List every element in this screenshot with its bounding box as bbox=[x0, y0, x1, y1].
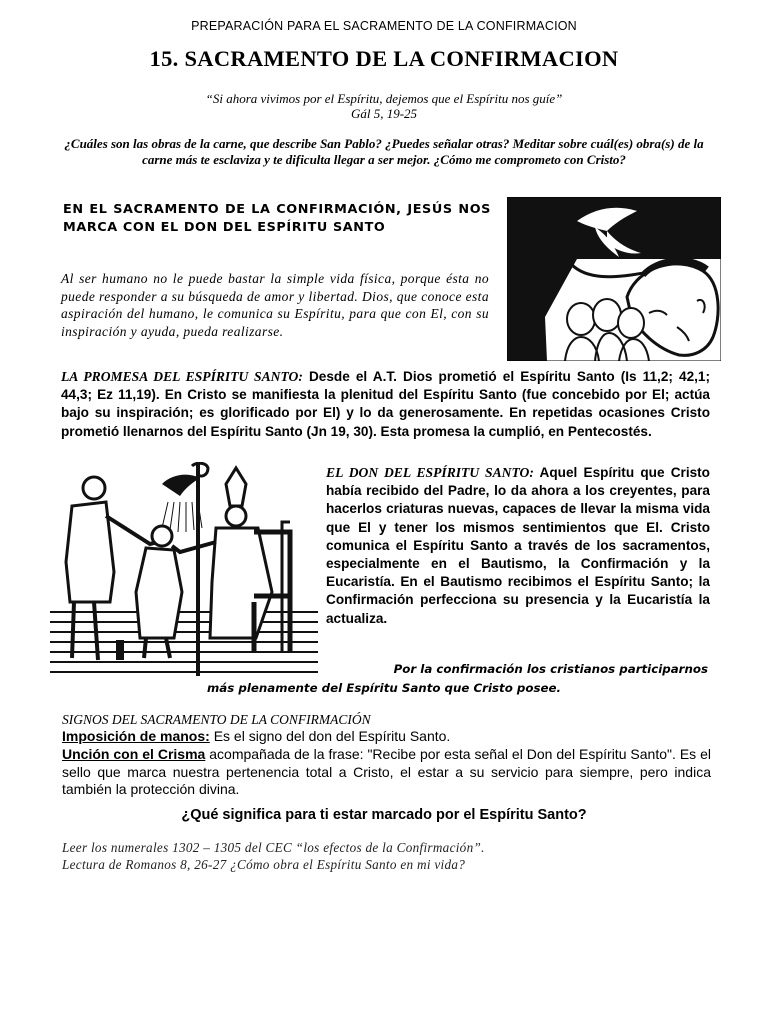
gift-text: Aquel Espíritu que Cristo había recibido del Padre, lo da ahora a los creyentes, para hacerlos criaturas nuevas, capaces de llevar la misma vida que El y tener los mismos sentimientos que El. Cristo comunica el Espíritu Santo a través de los sacramentos, especialmente en el Bautismo, la Confirmación y la Eucaristía. En el Bautismo recibimos el Espíritu Santo; la Confirmación perfecciona su presencia y la Eucaristía la actualiza. bbox=[326, 465, 710, 626]
closing-question: ¿Qué significa para ti estar marcado por el Espíritu Santo? bbox=[181, 807, 587, 823]
page-header: PREPARACIÓN PARA EL SACRAMENTO DE LA CONFIRMACION bbox=[191, 19, 577, 33]
confirmation-statement-line2: más plenamente del Espíritu Santo que Cristo posee. bbox=[207, 681, 561, 695]
reflection-questions: ¿Cuáles son las obras de la carne, que describe San Pablo? ¿Puedes señalar otras? Meditar sobre cuál(es) obra(s) de la carne más te esclaviza y te dificulta llegar a ser mejor. ¿Cómo me comprometo con Cristo? bbox=[64, 136, 704, 167]
epigraph bbox=[0, 91, 768, 121]
promise-label: LA PROMESA DEL ESPÍRITU SANTO: bbox=[61, 369, 303, 384]
section-heading-marca: EN EL SACRAMENTO DE LA CONFIRMACIÓN, JESÚS NOS MARCA CON EL DON DEL ESPÍRITU SANTO bbox=[63, 202, 491, 235]
bishop-confirmation-illustration bbox=[50, 462, 318, 676]
epigraph-reference: Gál 5, 19-25 bbox=[350, 106, 418, 121]
sign-item-unction bbox=[62, 746, 711, 799]
sign-label-imposition: Imposición de manos: bbox=[62, 728, 210, 744]
signs-heading: SIGNOS DEL SACRAMENTO DE LA CONFIRMACIÓN bbox=[62, 712, 371, 727]
page-title: 15. SACRAMENTO DE LA CONFIRMACION bbox=[149, 46, 619, 71]
confirmation-statement-line1: Por la confirmación los cristianos participarnos bbox=[393, 662, 708, 676]
gift-paragraph bbox=[326, 464, 710, 628]
reading-line-2: Lectura de Romanos 8, 26-27 ¿Cómo obra el Espíritu Santo en mi vida? bbox=[62, 856, 466, 872]
sign-text-unction: acompañada de la frase: "Recibe por esta señal el Don del Espíritu Santo". Es el sello que marca nuestra pertenencia total a Cristo, el estar a su servicio para siempre, pero indica también la protección divina. bbox=[62, 745, 711, 798]
sign-text-imposition: Es el signo del don del Espíritu Santo. bbox=[209, 728, 451, 744]
gift-label: EL DON DEL ESPÍRITU SANTO: bbox=[326, 465, 534, 480]
dove-youth-illustration bbox=[507, 197, 721, 361]
reading-assignment bbox=[62, 840, 711, 873]
sign-label-unction: Unción con el Crisma bbox=[62, 745, 206, 762]
sign-item-imposition bbox=[62, 728, 711, 746]
promise-paragraph bbox=[61, 368, 710, 441]
intro-paragraph: Al ser humano no le puede bastar la simple vida física, porque ésta no puede responder a su búsqueda de amor y libertad. Dios, que conoce esta aspiración del humano, le comunica su Espíritu, para que con El, con su inspiración y ayuda, pueda realizarse. bbox=[61, 271, 489, 339]
epigraph-text: “Si ahora vivimos por el Espíritu, dejemos que el Espíritu nos guíe” bbox=[205, 91, 563, 106]
reading-line-1: Leer los numerales 1302 – 1305 del CEC “los efectos de la Confirmación”. bbox=[62, 840, 485, 855]
promise-text: Desde el A.T. Dios prometió el Espíritu Santo (Is 11,2; 42,1; 44,3; Ez 11,19). En Cristo se manifiesta la plenitud del Espíritu Santo (fue concebido por El; actúa bajo su inspiración; es glorificado por El) y lo da generosamente. En repetidas ocasiones Cristo prometió llenarnos del Espíritu Santo (Jn 19, 30). Esta promesa la cumplió, en Pentecostés. bbox=[61, 369, 710, 439]
signs-paragraph bbox=[62, 728, 711, 799]
